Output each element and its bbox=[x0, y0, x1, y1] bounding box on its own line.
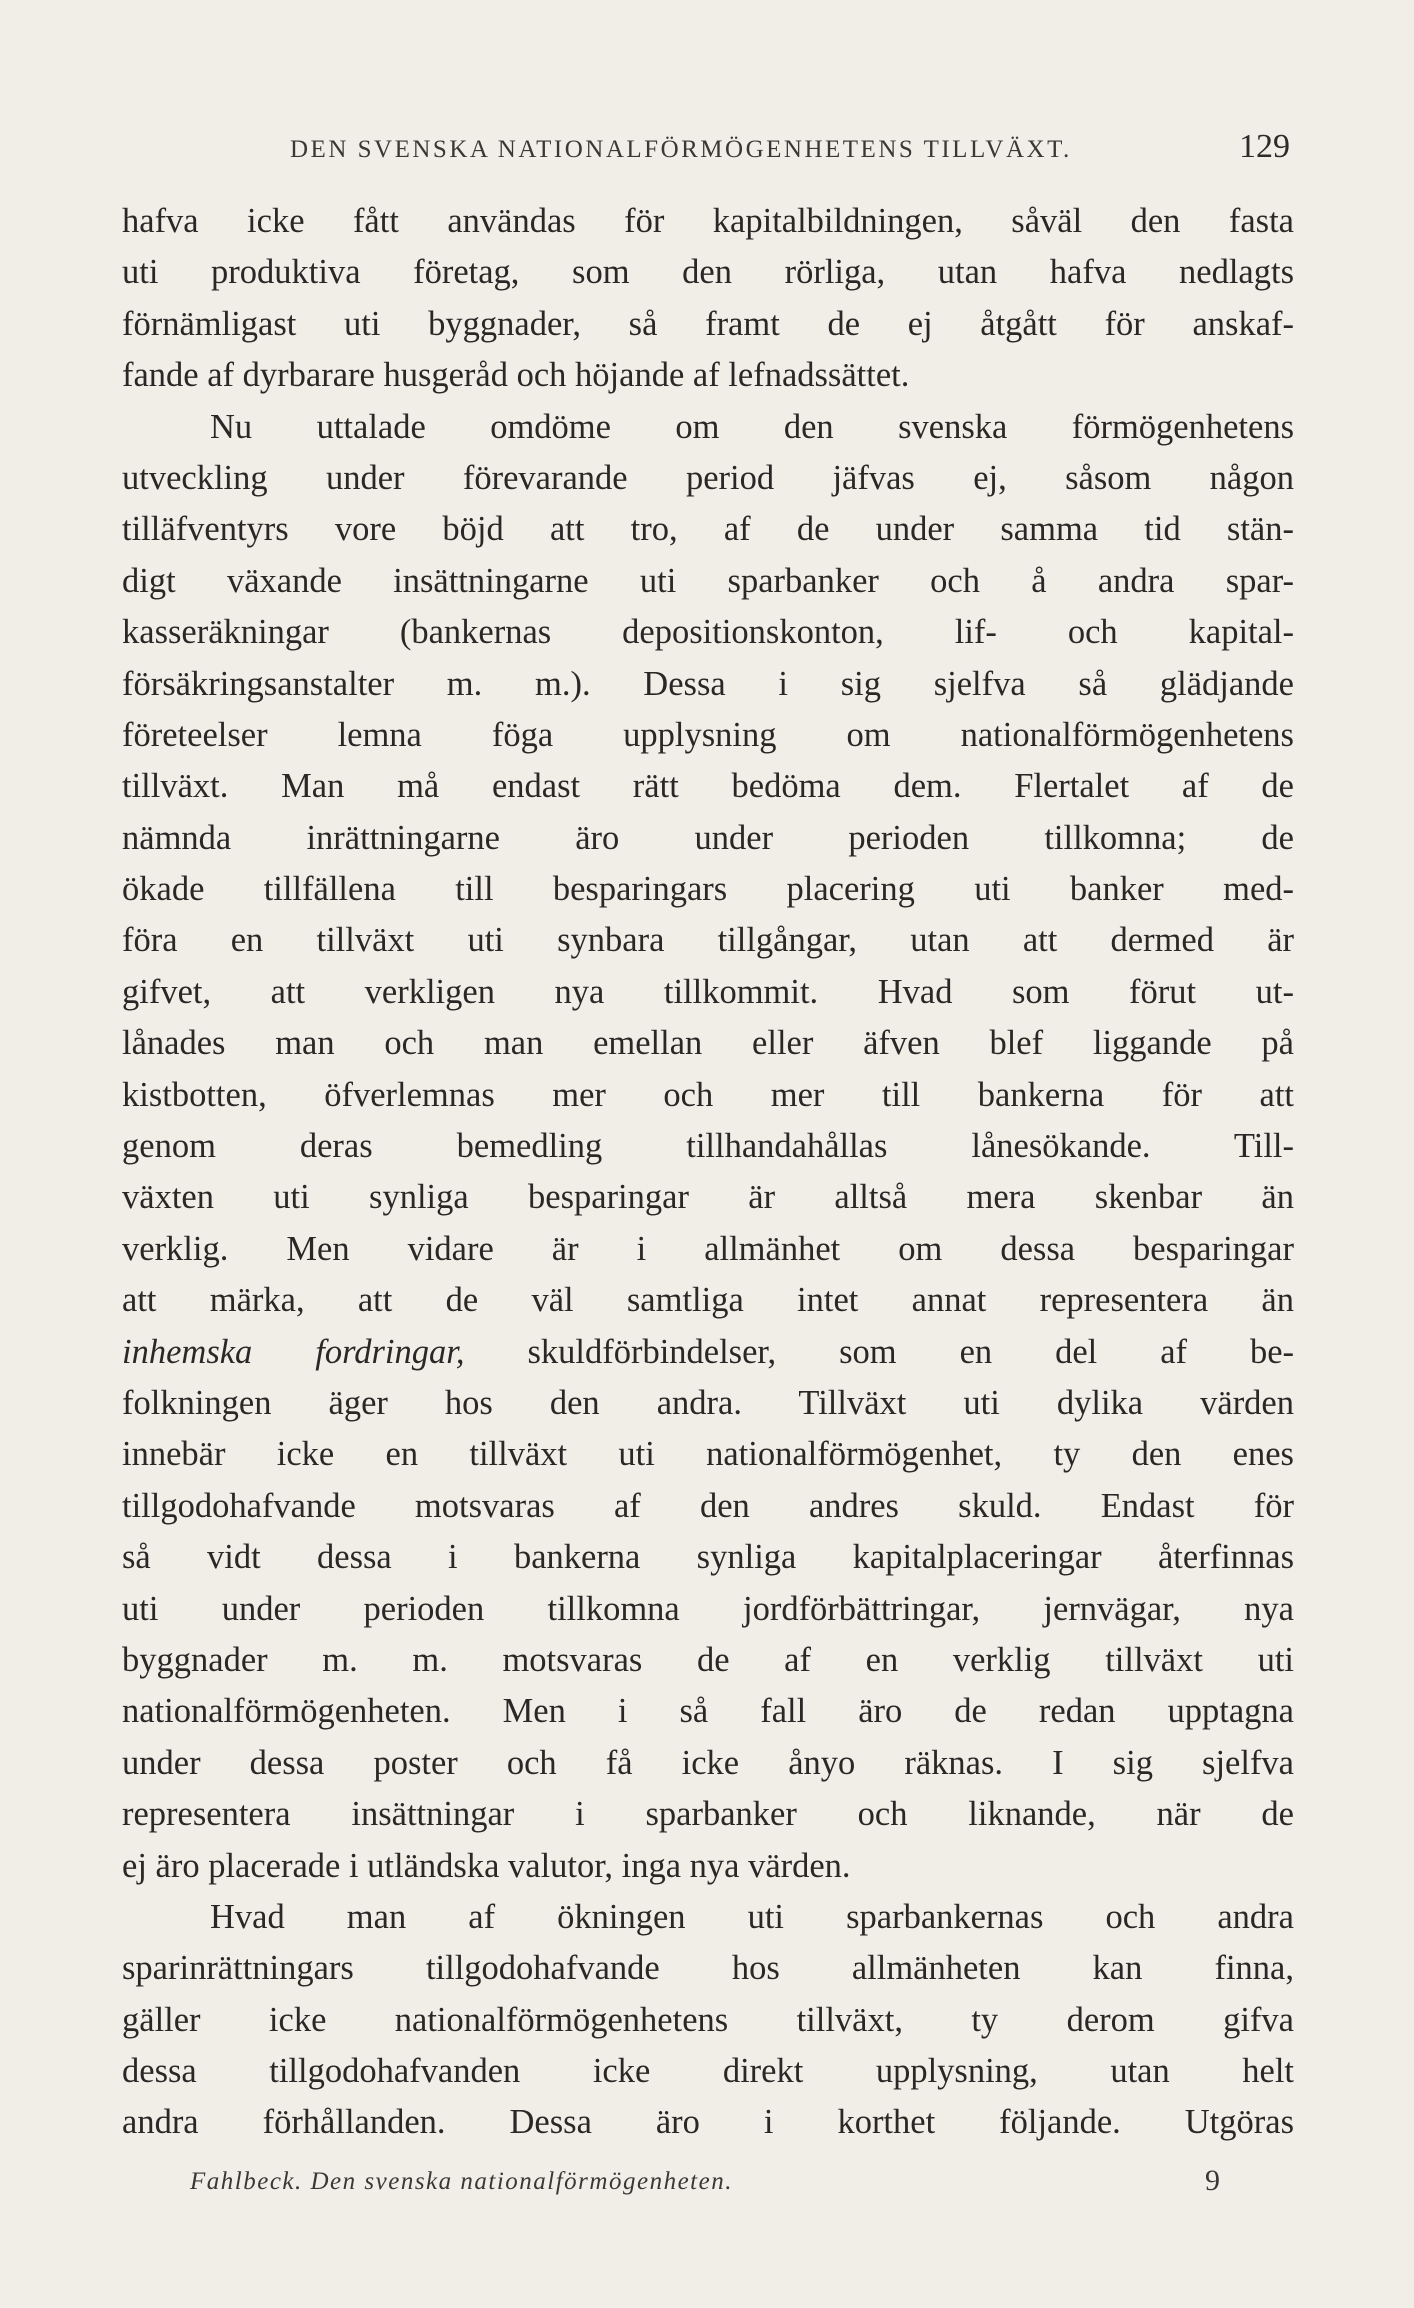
text-line: digt växande insättningarne uti sparbanker och å andra spar- bbox=[122, 561, 1294, 600]
text-line: folkningen äger hos den andra. Tillväxt uti dylika värden bbox=[122, 1383, 1294, 1422]
text-line: utveckling under förevarande period jäfvas ej, såsom någon bbox=[122, 458, 1294, 497]
text-line: tillväxt. Man må endast rätt bedöma dem. Flertalet af de bbox=[122, 767, 1294, 806]
text-line: föra en tillväxt uti synbara tillgångar, utan att dermed är bbox=[122, 921, 1294, 960]
text-line: sparinrättningars tillgodohafvande hos allmänheten kan finna, bbox=[122, 1949, 1294, 1988]
text-line: växten uti synliga besparingar är alltså mera skenbar än bbox=[122, 1178, 1294, 1217]
text-line: Nu uttalade omdöme om den svenska förmögenhetens bbox=[210, 407, 1294, 446]
text-line bbox=[122, 1327, 1294, 1378]
text-line: hafva icke fått användas för kapitalbildningen, såväl den fasta bbox=[122, 202, 1294, 240]
text-line: uti under perioden tillkomna jordförbättringar, jernvägar, nya bbox=[122, 1589, 1294, 1628]
text-line: dessa tillgodohafvanden icke direkt upplysning, utan helt bbox=[122, 2052, 1294, 2091]
text-line: representera insättningar i sparbanker och liknande, när de bbox=[122, 1795, 1294, 1834]
text-line: kasseräkningar (bankernas depositionskonton, lif- och kapital- bbox=[122, 613, 1294, 652]
text-line: ökade tillfällena till besparingars placering uti banker med- bbox=[122, 870, 1294, 909]
line-text: skuldförbindelser, som en del af be- bbox=[527, 1332, 1294, 1371]
text-line: kistbotten, öfverlemnas mer och mer till bankerna för att bbox=[122, 1075, 1294, 1114]
text-line: lånades man och man emellan eller äfven blef liggande på bbox=[122, 1024, 1294, 1063]
page-number: 129 bbox=[1239, 128, 1290, 165]
text-line: genom deras bemedling tillhandahållas lånesökande. Till- bbox=[122, 1127, 1294, 1166]
text-line: försäkringsanstalter m. m.). Dessa i sig sjelfva så glädjande bbox=[122, 664, 1294, 703]
italic-phrase: inhemska fordringar, bbox=[122, 1332, 465, 1371]
footer-citation: Fahlbeck. Den svenska nationalförmögenheten. bbox=[190, 2168, 733, 2195]
text-line: gäller icke nationalförmögenhetens tillväxt, ty derom gifva bbox=[122, 2000, 1294, 2039]
text-line: ej äro placerade i utländska valutor, inga nya värden. bbox=[122, 1846, 851, 1885]
text-line: så vidt dessa i bankerna synliga kapitalplaceringar återfinnas bbox=[122, 1538, 1294, 1577]
text-line: nationalförmögenheten. Men i så fall äro de redan upptagna bbox=[122, 1692, 1294, 1731]
text-line: Hvad man af ökningen uti sparbankernas och andra bbox=[210, 1897, 1294, 1936]
body-text bbox=[122, 196, 1294, 2149]
footer-signature-mark: 9 bbox=[1205, 2164, 1220, 2197]
text-line: verklig. Men vidare är i allmänhet om dessa besparingar bbox=[122, 1229, 1294, 1268]
text-line: förnämligast uti byggnader, så framt de ej åtgått för anskaf- bbox=[122, 304, 1294, 343]
running-head bbox=[120, 128, 1290, 172]
text-line: att märka, att de väl samtliga intet annat representera än bbox=[122, 1281, 1294, 1320]
text-line: under dessa poster och få icke ånyo räknas. I sig sjelfva bbox=[122, 1743, 1294, 1782]
text-line: uti produktiva företag, som den rörliga, utan hafva nedlagts bbox=[122, 253, 1294, 292]
text-line: byggnader m. m. motsvaras de af en verklig tillväxt uti bbox=[122, 1640, 1294, 1679]
text-line: innebär icke en tillväxt uti nationalförmögenhet, ty den enes bbox=[122, 1435, 1294, 1474]
page-footer bbox=[190, 2164, 1220, 2208]
text-line: gifvet, att verkligen nya tillkommit. Hvad som förut ut- bbox=[122, 972, 1294, 1011]
running-title: DEN SVENSKA NATIONALFÖRMÖGENHETENS TILLVÄXT. bbox=[290, 136, 1072, 163]
text-line: företeelser lemna föga upplysning om nationalförmögenhetens bbox=[122, 715, 1294, 754]
text-line: fande af dyrbarare husgeråd och höjande af lefnadssättet. bbox=[122, 356, 910, 395]
text-line: nämnda inrättningarne äro under perioden tillkomna; de bbox=[122, 818, 1294, 857]
text-line: tillgodohafvande motsvaras af den andres skuld. Endast för bbox=[122, 1486, 1294, 1525]
text-line: andra förhållanden. Dessa äro i korthet följande. Utgöras bbox=[122, 2103, 1294, 2142]
text-line: tilläfventyrs vore böjd att tro, af de under samma tid stän- bbox=[122, 510, 1294, 549]
